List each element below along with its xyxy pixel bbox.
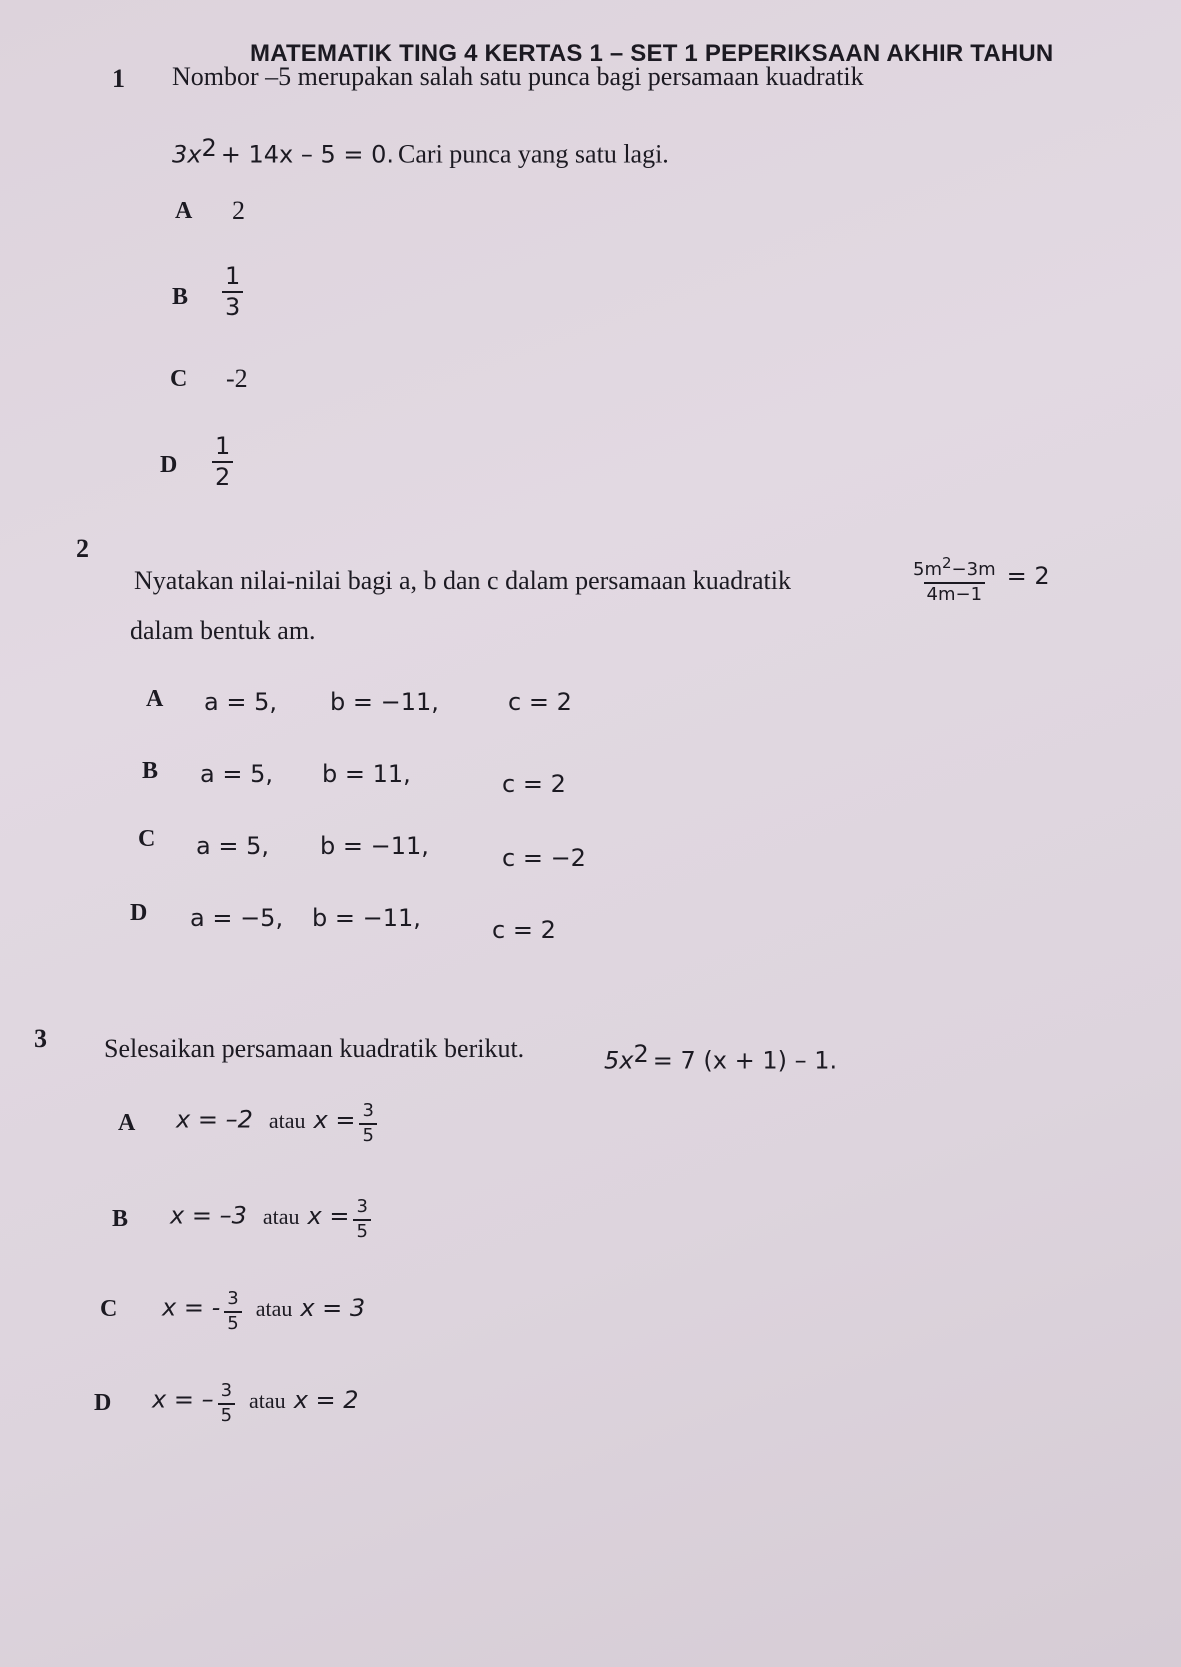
q2-option-c-label: C [138,826,156,852]
question-2-text-line2: dalam bentuk am. [130,616,316,645]
q1-option-b-fraction: $\frac{1}{3}$ [222,264,243,320]
q1-option-a-value: 2 [232,196,245,225]
q3-option-c-answer: x = - $\frac{3}{5}$ atau x = 3 [162,1288,366,1334]
q1-eq-exp: 2 [201,134,217,162]
question-1-equation-line [172,134,669,169]
q3-option-a-label: A [118,1110,136,1136]
q3-option-d-label: D [94,1390,112,1416]
question-1-number: 1 [112,64,125,93]
q2-option-a-label: A [146,686,164,712]
q1-option-d-label: D [160,452,178,478]
q2-option-d-label: D [130,900,148,926]
question-2-number: 2 [76,534,89,563]
q2-option-c-b: b = −11, [320,832,429,860]
q2-option-a-b: b = −11, [330,688,439,716]
q2-option-b-c: c = 2 [502,770,566,798]
q1-option-b-label: B [172,284,189,310]
q1-option-a-label: A [175,198,193,224]
q3-option-b-answer: x = –3 atau x = $\frac{3}{5}$ [170,1198,371,1242]
q1-eq-a: 3x [172,140,202,169]
q2-option-d-c: c = 2 [492,916,556,944]
question-2-text: Nyatakan nilai-nilai bagi a, b dan c dalam persamaan kuadratik [134,566,791,595]
q2-option-a-c: c = 2 [508,688,572,716]
q3-option-d-answer: x = – $\frac{3}{5}$ atau x = 2 [152,1380,359,1426]
q2-option-c-a: a = 5, [196,832,269,860]
q1-option-c-value: -2 [226,364,248,393]
q1-eq-tail: Cari punca yang satu lagi. [398,139,669,169]
q1-option-d-fraction: $\frac{1}{2}$ [212,434,233,490]
q2-option-a-a: a = 5, [204,688,277,716]
question-3-number: 3 [34,1024,47,1053]
q3-option-a-answer: x = –2 atau x = $\frac{3}{5}$ [176,1102,377,1146]
question-1-text: Nombor –5 merupakan salah satu punca bagi persamaan kuadratik [172,62,864,91]
q3-option-c-label: C [100,1296,118,1322]
q3-option-b-label: B [112,1206,129,1232]
q2-option-d-b: b = −11, [312,904,421,932]
q2-option-b-b: b = 11, [322,760,411,788]
q1-option-c-label: C [170,366,188,392]
q2-option-c-c: c = −2 [502,844,586,872]
q2-option-b-a: a = 5, [200,760,273,788]
q2-option-b-label: B [142,758,159,784]
page-header: MATEMATIK TING 4 KERTAS 1 – SET 1 PEPERIKSAAN AKHIR TAHUN [250,40,1054,67]
q3-equation: $5x^2 = 7$ (x + 1) – 1. [604,1040,838,1075]
q2-option-d-a: a = −5, [190,904,284,932]
q2-equation-rhs: = 2 [1006,562,1050,591]
q1-eq-rest: + 14x – 5 = 0. [220,140,395,169]
q2-equation-fraction: $\frac{5m^2-3m}{4m-1}$ = 2 [913,554,1050,605]
question-3-text: Selesaikan persamaan kuadratik berikut. [104,1034,525,1063]
